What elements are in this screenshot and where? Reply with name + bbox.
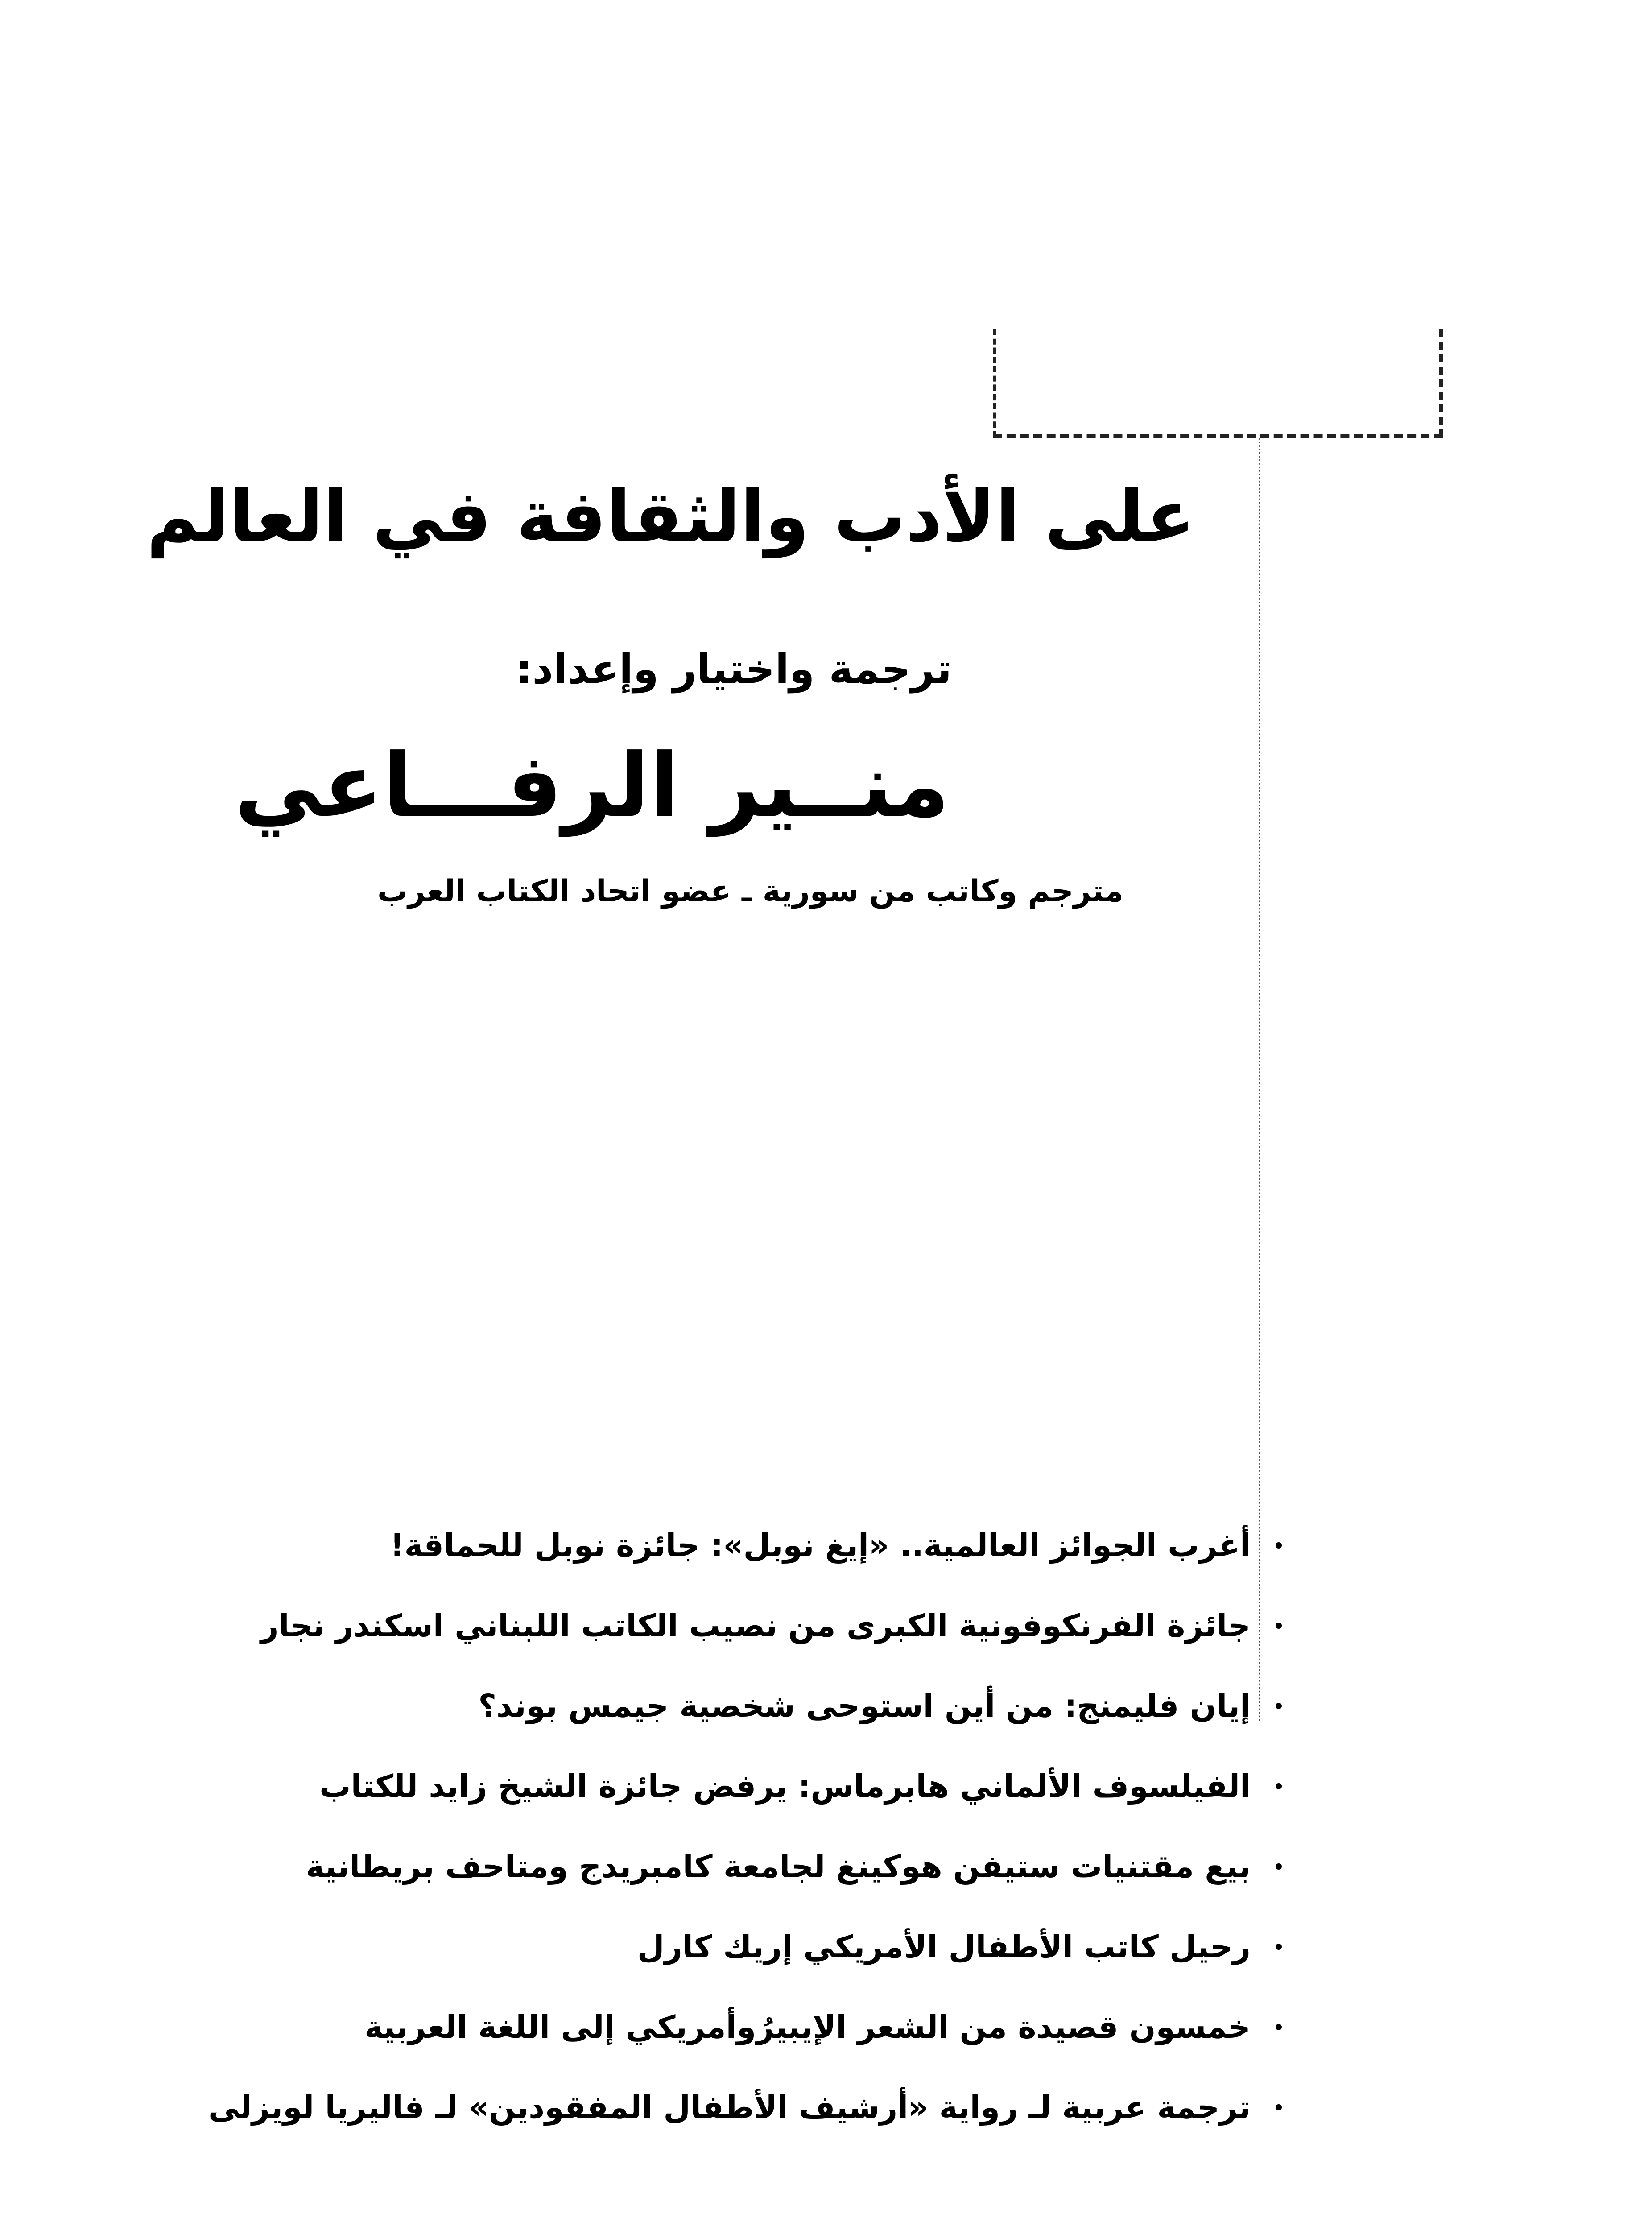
author-name: منــير الرفـــاعي <box>234 735 950 837</box>
bullet-icon <box>1276 1703 1282 1709</box>
bullet-icon <box>1276 1783 1282 1789</box>
list-item-text: ترجمة عربية لـ رواية «أرشيف الأطفال المفقودين» لـ فاليريا لويزلى <box>208 2089 1251 2126</box>
bullet-icon <box>1276 1623 1282 1629</box>
list-item-text: أغرب الجوائز العالمية.. «إيغ نوبل»: جائزة نوبل للحماقة! <box>390 1527 1251 1564</box>
contents-list <box>208 1505 1282 2147</box>
frame-right-border <box>1439 329 1443 437</box>
list-item-text: رحيل كاتب الأطفال الأمريكي إريك كارل <box>637 1929 1251 1965</box>
list-item-text: الفيلسوف الألماني هابرماس: يرفض جائزة الشيخ زايد للكتاب <box>319 1768 1251 1805</box>
page-title: على الأدب والثقافة في العالم <box>146 475 1195 558</box>
list-item <box>208 1505 1282 1586</box>
list-item-text: خمسون قصيدة من الشعر الإيبيرُوأمريكي إلى اللغة العربية <box>364 2009 1251 2045</box>
list-item <box>208 1826 1282 1907</box>
frame-bottom-border <box>993 434 1443 438</box>
list-item-text: بيع مقتنيات ستيفن هوكينغ لجامعة كامبريدج ومتاحف بريطانية <box>306 1848 1251 1885</box>
bullet-icon <box>1276 1542 1282 1549</box>
bullet-icon <box>1276 2024 1282 2030</box>
list-item-text: جائزة الفرنكوفونية الكبرى من نصيب الكاتب اللبناني اسكندر نجار <box>260 1607 1251 1644</box>
frame-left-border <box>993 329 996 437</box>
list-item <box>208 2067 1282 2147</box>
bullet-icon <box>1276 1944 1282 1950</box>
list-item <box>208 1746 1282 1826</box>
list-item <box>208 1987 1282 2067</box>
list-item <box>208 1586 1282 1666</box>
author-description: مترجم وكاتب من سورية ـ عضو اتحاد الكتاب العرب <box>377 874 1123 909</box>
translation-credit-label: ترجمة واختيار وإعداد: <box>516 645 952 693</box>
bullet-icon <box>1276 2104 1282 2110</box>
bullet-icon <box>1276 1863 1282 1870</box>
list-item <box>208 1666 1282 1746</box>
list-item <box>208 1907 1282 1987</box>
list-item-text: إيان فليمنج: من أين استوحى شخصية جيمس بوند؟ <box>478 1688 1251 1724</box>
